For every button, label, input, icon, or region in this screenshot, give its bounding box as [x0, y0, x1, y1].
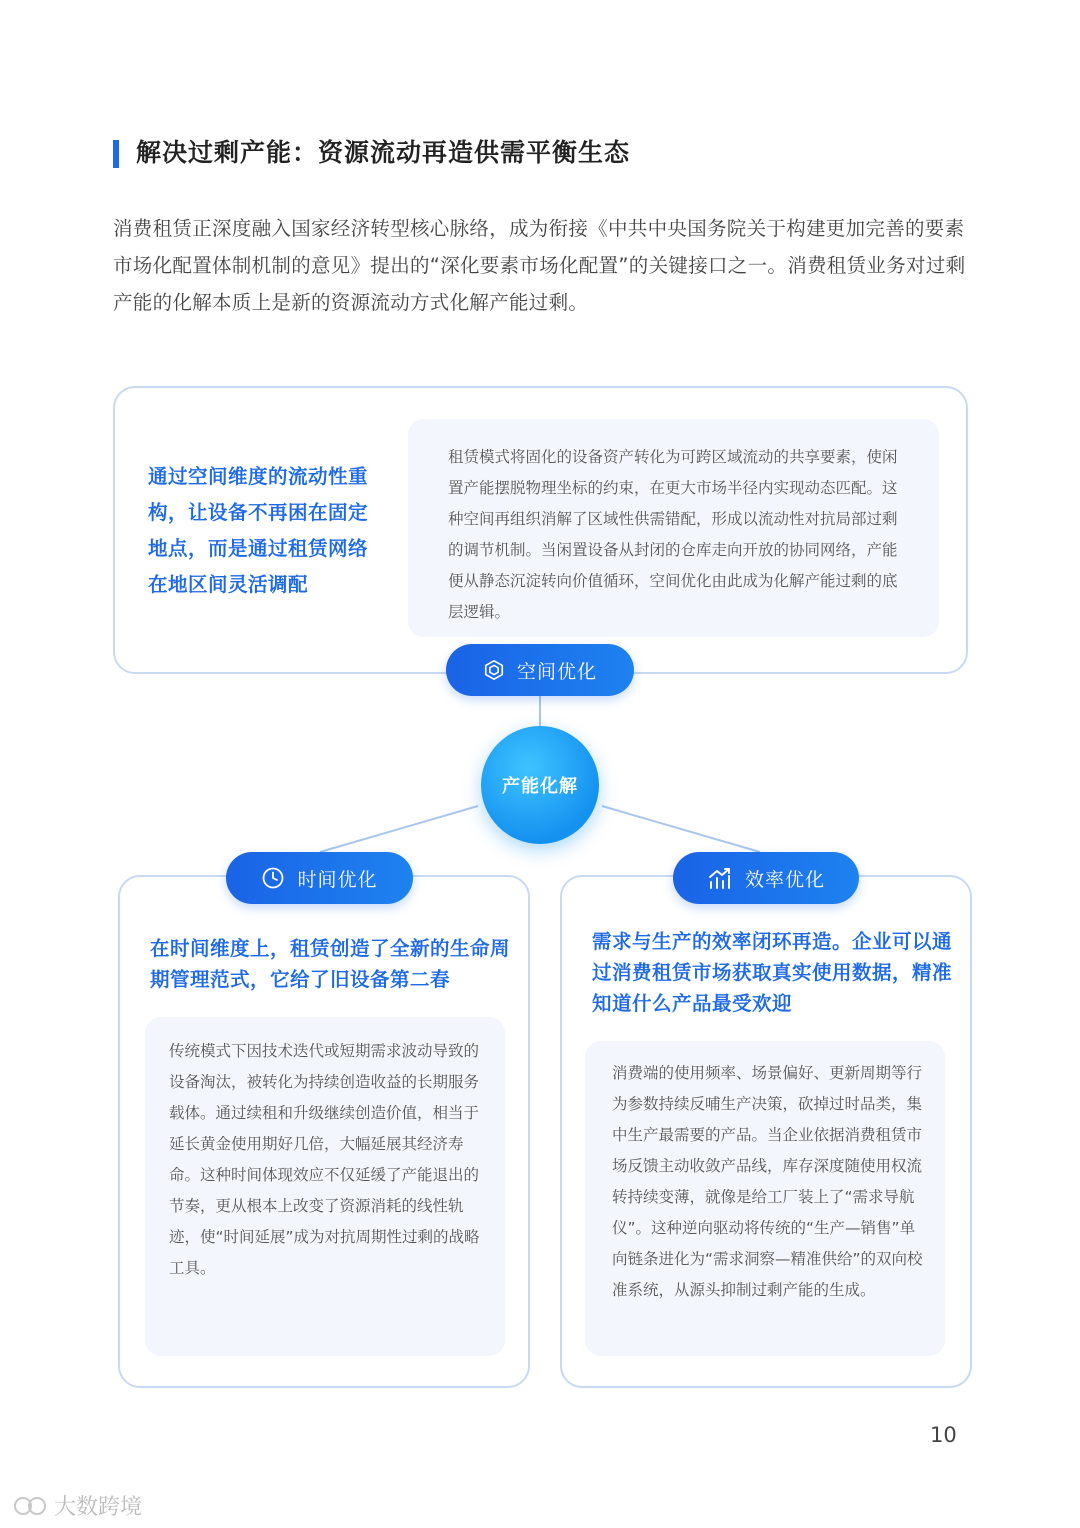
space-optimization-pill	[446, 644, 634, 696]
heading-accent-bar	[113, 140, 119, 168]
chart-icon	[707, 866, 733, 890]
center-label: 产能化解	[502, 776, 578, 797]
watermark-logo-icon	[12, 1492, 48, 1520]
watermark-text: 大数跨境	[54, 1495, 143, 1520]
time-pill-label: 时间优化	[297, 868, 378, 891]
efficiency-detail-box	[585, 1041, 945, 1356]
time-detail-text: 传统模式下因技术迭代或短期需求波动导致的设备淘汰，被转化为持续创造收益的长期服务载体。通过续租和升级继续创造价值，相当于延长黄金使用期好几倍，大幅延展其经济寿命。这种时间体现效应不仅延缓了产能退出的节奏，更从根本上改变了资源消耗的线性轨迹，使“时间延展”成为对抗周期性过剩的战略工具。	[169, 1042, 480, 1277]
space-detail-box	[408, 419, 939, 637]
cube-icon	[483, 659, 505, 681]
time-detail-box	[145, 1017, 505, 1356]
time-optimization-pill	[226, 852, 413, 904]
clock-icon	[261, 866, 285, 890]
page-number: 10	[930, 1423, 957, 1447]
efficiency-detail-text: 消费端的使用频率、场景偏好、更新周期等行为参数持续反哺生产决策，砍掉过时品类，集中生产最需要的产品。当企业依据消费租赁市场反馈主动收敛产品线，库存深度随使用权流转持续变薄，就像是给工厂装上了“需求导航仪”。这种逆向驱动将传统的“生产—销售”单向链条进化为“需求洞察—精准供给”的双向校准系统，从源头抑制过剩产能的生成。	[612, 1064, 923, 1299]
space-lead-text: 通过空间维度的流动性重构，让设备不再困在固定地点，而是通过租赁网络在地区间灵活调配	[148, 465, 369, 596]
efficiency-pill-label: 效率优化	[744, 868, 825, 891]
intro-paragraph: 消费租赁正深度融入国家经济转型核心脉络，成为衔接《中共中央国务院关于构建更加完善的要素市场化配置体制机制的意见》提出的“深化要素市场化配置”的关键接口之一。消费租赁业务对过剩产能的化解本质上是新的资源流动方式化解产能过剩。	[113, 217, 966, 314]
space-pill-label: 空间优化	[516, 660, 597, 683]
space-detail-text: 租赁模式将固化的设备资产转化为可跨区域流动的共享要素，使闲置产能摆脱物理坐标的约束，在更大市场半径内实现动态匹配。这种空间再组织消解了区域性供需错配，形成以流动性对抗局部过剩的调节机制。当闲置设备从封闭的仓库走向开放的协同网络，产能便从静态沉淀转向价值循环，空间优化由此成为化解产能过剩的底层逻辑。	[448, 448, 898, 621]
time-lead-text: 在时间维度上，租赁创造了全新的生命周期管理范式，它给了旧设备第二春	[150, 937, 511, 991]
watermark	[12, 1490, 142, 1521]
capacity-resolution-circle	[481, 726, 599, 844]
section-heading: 解决过剩产能：资源流动再造供需平衡生态	[136, 138, 631, 167]
efficiency-optimization-pill	[673, 852, 859, 904]
efficiency-lead-text: 需求与生产的效率闭环再造。企业可以通过消费租赁市场获取真实使用数据，精准知道什么产品最受欢迎	[592, 930, 953, 1015]
